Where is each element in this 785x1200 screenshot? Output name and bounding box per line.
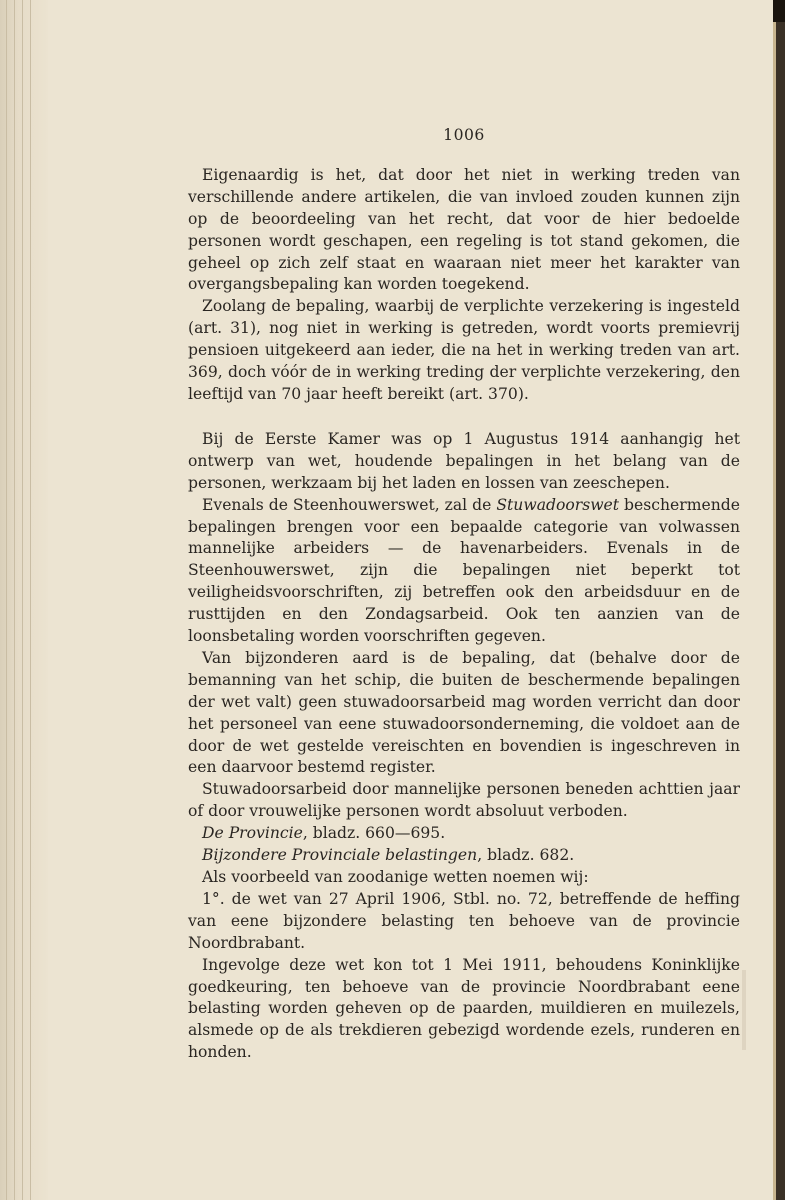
- binding-line: [14, 0, 15, 1200]
- paragraph: Bij de Eerste Kamer was op 1 Augustus 1914 aanhangig het ontwerp van wet, houdende bepalingen in het belang van de personen, werkzaam bij het laden en lossen van zeeschepen.: [188, 429, 740, 492]
- paragraph-text: beschermende bepalingen brengen voor een bepaalde categorie van volwassen mannelijke arbeiders — de havenarbeiders. Evenals in de Steenhouwerswet, zijn die bepalingen niet beperkt tot veiligheidsvoorschriften, zij betreffen ook den arbeidsduur en de rusttijden en den Zondagsarbeid. Ook ten aanzien van de loonsbetaling worden voorschriften gegeven.: [188, 495, 740, 646]
- paragraph: Stuwadoorsarbeid door mannelijke personen beneden achttien jaar of door vrouwelijke personen wordt absoluut verboden.: [188, 780, 740, 821]
- binding-line: [30, 0, 31, 1200]
- book-edge: [773, 0, 785, 1200]
- italic-term: Stuwadoorswet: [496, 495, 620, 514]
- binding-line: [6, 0, 7, 1200]
- paragraph: 1°. de wet van 27 April 1906, Stbl. no. 72, betreffende de heffing van eene bijzondere belasting ten behoeve van de provincie Noordbrabant.: [188, 889, 740, 952]
- heading-italic: De Provincie: [202, 824, 303, 843]
- heading-rest: , bladz. 660—695.: [302, 824, 446, 843]
- paper-stain: [742, 970, 746, 1050]
- paragraph: Eigenaardig is het, dat door het niet in werking treden van verschillende andere artikelen, die van invloed zouden kunnen zijn op de beoordeeling van het recht, dat voor de hier bedoelde personen wordt geschapen, een regeling is tot stand gekomen, die geheel op zich zelf staat en waaraan niet meer het karakter van overgangsbepaling kan worden toegekend.: [188, 165, 740, 294]
- page-text: [188, 125, 740, 1064]
- paragraph: Ingevolge deze wet kon tot 1 Mei 1911, behoudens Koninklijke goedkeuring, ten behoeve van de provincie Noordbrabant eene belasting worden geheven op de paarden, muildieren en muilezels, alsmede op de als trekdieren gebezigd wordende ezels, runderen en honden.: [188, 955, 740, 1062]
- page-number: 1006: [443, 126, 485, 144]
- page-edge-strip: [773, 0, 776, 1200]
- paragraph: [188, 495, 740, 648]
- heading-rest: , bladz. 682.: [477, 846, 575, 865]
- paragraph: Als voorbeeld van zoodanige wetten noemen wij:: [202, 868, 589, 886]
- page-binding-edge: [0, 0, 48, 1200]
- binding-line: [22, 0, 23, 1200]
- section-heading: [188, 823, 740, 845]
- paragraph-text: Evenals de Steenhouwerswet, zal de: [202, 495, 497, 514]
- heading-italic: Bijzondere Provinciale belastingen: [202, 846, 478, 865]
- subsection-heading: [188, 845, 740, 867]
- corner-shadow: [773, 0, 785, 22]
- paragraph: Zoolang de bepaling, waarbij de verplichte verzekering is ingesteld (art. 31), nog niet in werking is getreden, wordt voorts premievrij pensioen uitgekeerd aan ieder, die na het in werking treden van art. 369, doch vóór de in werking treding der verplichte verzekering, den leeftijd van 70 jaar heeft bereikt (art. 370).: [188, 297, 740, 403]
- paragraph: Van bijzonderen aard is de bepaling, dat (behalve door de bemanning van het schip, die buiten de beschermende bepalingen der wet valt) geen stuwadoorsarbeid mag worden verricht dan door het personeel van eene stuwadoorsonderneming, die voldoet aan de door de wet gestelde vereischten en bovendien is ingeschreven in een daarvoor bestemd register.: [188, 648, 740, 777]
